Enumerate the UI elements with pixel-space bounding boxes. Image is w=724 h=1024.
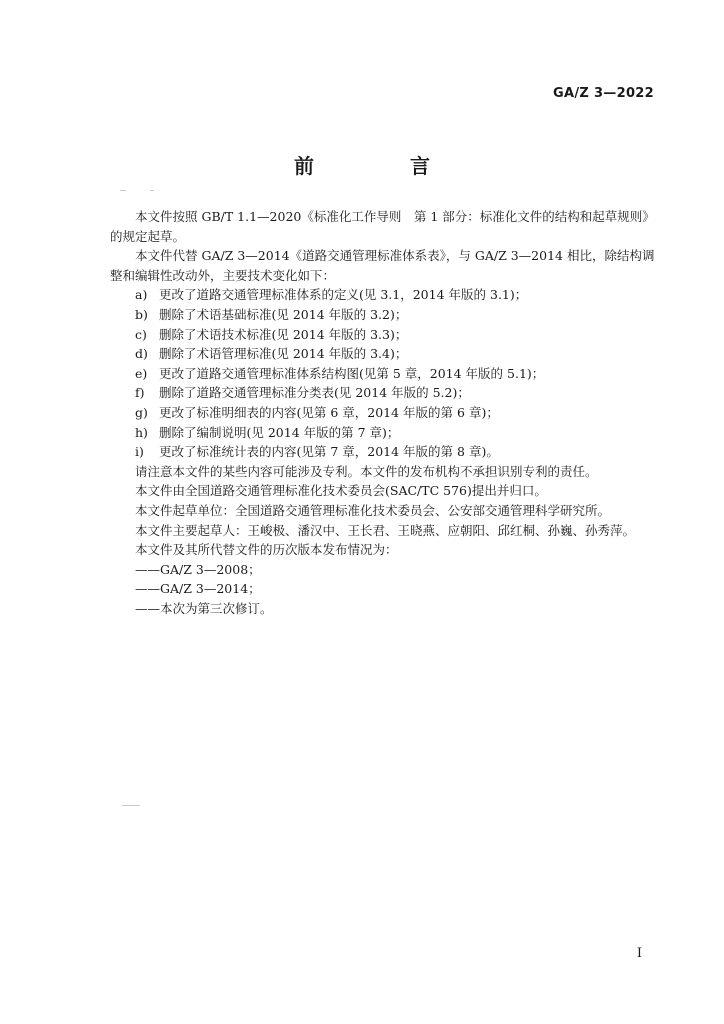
list-item: i) 更改了标准统计表的内容(见第 7 章，2014 年版的第 8 章)。 [135, 444, 499, 460]
list-item: a) 更改了道路交通管理标准体系的定义(见 3.1，2014 年版的 3.1)； [135, 287, 528, 303]
replacement-paragraph: 本文件代替 GA/Z 3—2014《道路交通管理标准体系表》，与 GA/Z 3—2014 相比，除结构调整和编辑性改动外，主要技术变化如下： [110, 248, 655, 283]
list-item: ——GA/Z 3—2008； [135, 561, 261, 577]
history-list [110, 560, 658, 619]
history-intro: 本文件及其所代替文件的历次版本发布情况为： [135, 542, 398, 558]
scan-speck [120, 190, 126, 191]
drafters-paragraph: 本文件主要起草人：王峻极、潘汉中、王长君、王晓燕、应朝阳、邱红桐、孙巍、孙秀萍。 [135, 522, 636, 538]
drafting-units-paragraph: 本文件起草单位：全国道路交通管理标准化技术委员会、公安部交通管理科学研究所。 [135, 502, 611, 518]
list-item: ——本次为第三次修订。 [135, 600, 273, 616]
list-item: b) 删除了术语基础标准(见 2014 年版的 3.2)； [135, 306, 408, 322]
patent-notice: 请注意本文件的某些内容可能涉及专利。本文件的发布机构不承担识别专利的责任。 [135, 463, 598, 479]
standard-code: GA/Z 3—2022 [553, 86, 654, 101]
list-item: h) 删除了编制说明(见 2014 年版的第 7 章)； [135, 424, 400, 440]
list-item: c) 删除了术语技术标准(见 2014 年版的 3.3)； [135, 326, 408, 342]
list-item: ——GA/Z 3—2014； [135, 581, 261, 597]
scan-speck [122, 805, 140, 806]
changes-list [110, 285, 658, 461]
list-item: g) 更改了标准明细表的内容(见第 6 章，2014 年版的第 6 章)； [135, 404, 499, 420]
drafting-rule-paragraph: 本文件按照 GB/T 1.1—2020《标准化工作导则 第 1 部分：标准化文件的结构和起草规则》的规定起草。 [110, 209, 655, 244]
foreword-body [110, 207, 658, 618]
list-item: f) 删除了道路交通管理标准分类表(见 2014 年版的 5.2)； [135, 385, 470, 401]
page-number: I [636, 946, 642, 961]
proposer-paragraph: 本文件由全国道路交通管理标准化技术委员会(SAC/TC 576)提出并归口。 [135, 483, 547, 499]
list-item: e) 更改了道路交通管理标准体系结构图(见第 5 章，2014 年版的 5.1)； [135, 365, 545, 381]
list-item: d) 删除了术语管理标准(见 2014 年版的 3.4)； [135, 346, 408, 362]
page-title: 前 言 [294, 154, 468, 178]
scan-speck [150, 190, 154, 191]
